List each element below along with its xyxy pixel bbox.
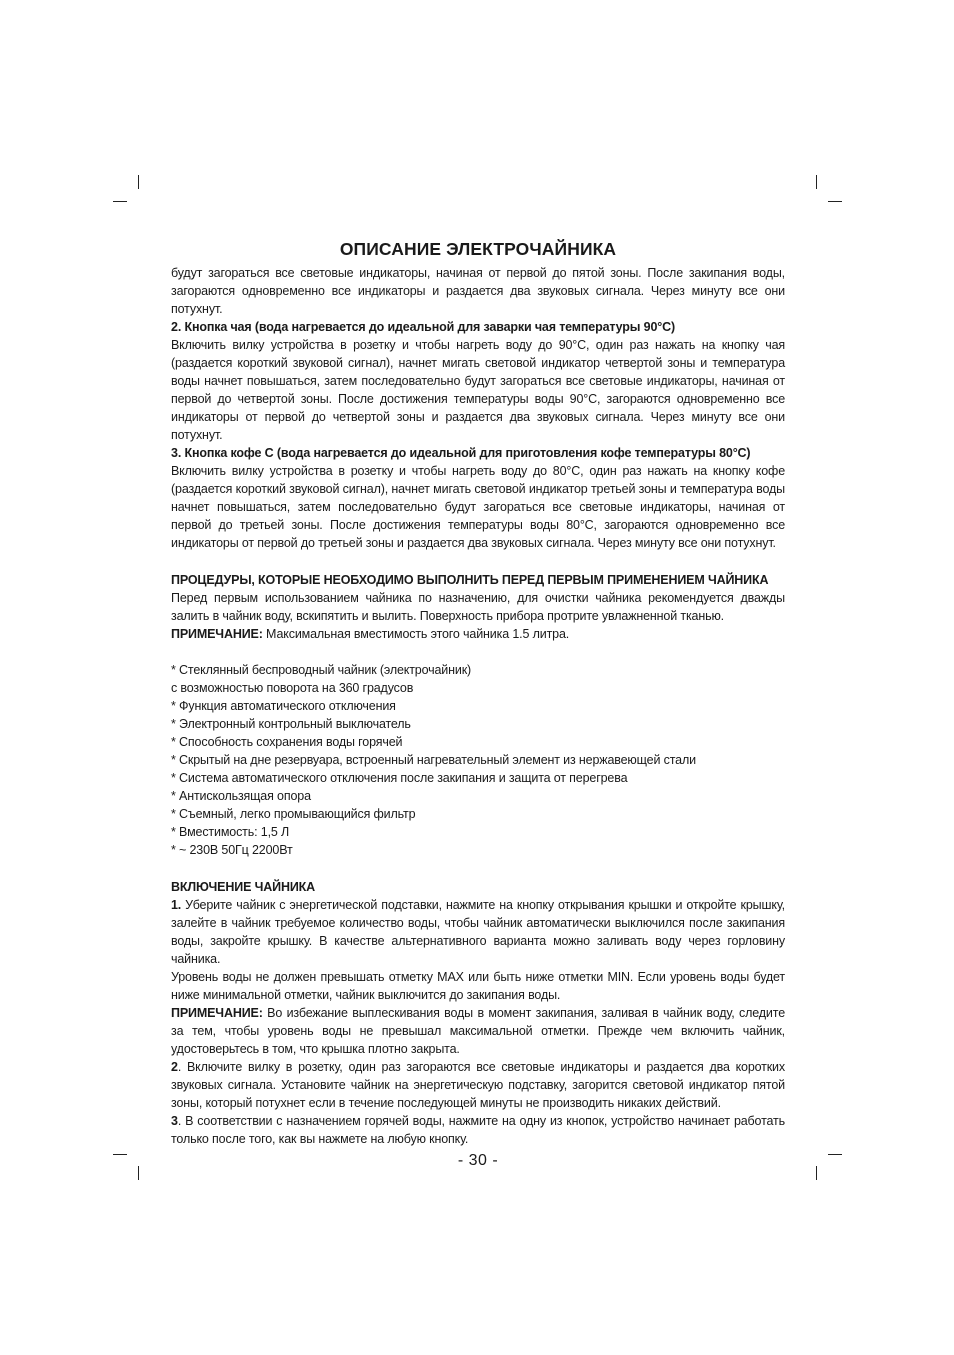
page-title: ОПИСАНИЕ ЭЛЕКТРОЧАЙНИКА [339,239,617,259]
coffee-button-heading [171,444,785,462]
crop-mark [816,175,817,189]
crop-mark [138,175,139,189]
feature-item: * Система автоматического отключения после закипания и защита от перегрева [171,771,628,785]
procedures-paragraph: Перед первым использованием чайника по назначению, для очистки чайника рекомендуется дважды залить в чайник воду, вскипятить и вылить. Поверхность прибора протрите увлажненной тканью. [171,591,785,623]
step-2-number: 2 [171,1060,178,1074]
switch-on-step-1 [171,896,785,968]
intro-paragraph: будут загораться все световые индикаторы, начиная от первой до пятой зоны. После закипания воды, загораются одновременно все индикаторы и раздается два звуковых сигнала. Через минуту все они потухнут. [171,266,785,316]
switch-on-note-text: Во избежание выплескивания воды в момент закипания, заливая в чайник воду, следите за тем, чтобы уровень воды не превышал максимальной отметки. Прежде чем включить чайник, удостоверьтесь в том, что крышка плотно закрыта. [171,1006,785,1056]
water-level-paragraph: Уровень воды не должен превышать отметку MAX или быть ниже отметки MIN. Если уровень воды будет ниже минимальной отметки, чайник выключится до закипания воды. [171,970,785,1002]
crop-mark [113,1154,127,1155]
feature-list [171,661,785,859]
switch-on-step-3 [171,1112,785,1148]
switch-on-heading: ВКЛЮЧЕНИЕ ЧАЙНИКА [171,880,316,894]
crop-mark [828,201,842,202]
crop-mark [113,201,127,202]
tea-button-paragraph: Включить вилку устройства в розетку и чтобы нагреть воду до 90°С, один раз нажать на кнопку чая (раздается короткий звуковой сигнал), начнет мигать световой индикатор четвертой зоны и температура воды начнет повышаться, затем последовательно будут загораться все световые индикаторы, начиная от первой до четвертой зоны. После достижения температуры воды 90°С, загораются одновременно все индикаторы от первой до четвертой зоны и раздается два звуковых сигнала. Через минуту все они потухнут. [171,338,785,442]
feature-item: * Скрытый на дне резервуара, встроенный нагревательный элемент из нержавеющей стали [171,753,696,767]
coffee-heading-text: . Кнопка кофе С (вода нагревается до идеальной для приготовления кофе температуры 80°С) [177,446,751,460]
switch-on-note-label: ПРИМЕЧАНИЕ: [171,1006,263,1020]
feature-item: * Электронный контрольный выключатель [171,717,411,731]
step-1-text: Уберите чайник с энергетической подставки, нажмите на кнопку открывания крышки и откройте крышку, залейте в чайник требуемое количество воды, чтобы чайник автоматически выключился после закипания воды, закройте крышку. В качестве альтернативного варианта можно заливать воду через горловину чайника. [171,898,785,966]
feature-item: * Антискользящая опора [171,789,311,803]
tea-heading-text: . Кнопка чая (вода нагревается до идеальной для заварки чая температуры 90°С) [177,320,675,334]
feature-item: * Способность сохранения воды горячей [171,735,403,749]
coffee-number: 3 [171,446,178,460]
procedures-note-label: ПРИМЕЧАНИЕ: [171,627,263,641]
page-number: - 30 - [457,1152,499,1169]
feature-item: * Функция автоматического отключения [171,699,396,713]
feature-item: с возможностью поворота на 360 градусов [171,681,414,695]
feature-item: * Вместимость: 1,5 Л [171,825,290,839]
crop-mark [816,1166,817,1180]
procedures-note [171,625,785,643]
step-2-text: . Включите вилку в розетку, один раз загораются все световые индикаторы и раздается два коротких звуковых сигнала. Установите чайник на энергетическую подставку, загорится световой индикатор пятой зоны, который потухнет если в течение последующей минуты не производить никаких действий. [171,1060,785,1110]
feature-item: * Стеклянный беспроводный чайник (электрочайник) [171,663,472,677]
step-3-text: . В соответствии с назначением горячей воды, нажмите на одну из кнопок, устройство начинает работать только после того, как вы нажмете на любую кнопку. [171,1114,785,1146]
tea-button-heading [171,318,785,336]
crop-mark [828,1154,842,1155]
step-3-number: 3 [171,1114,178,1128]
page-content [171,236,785,1172]
procedures-heading: ПРОЦЕДУРЫ, КОТОРЫЕ НЕОБХОДИМО ВЫПОЛНИТЬ ПЕРЕД ПЕРВЫМ ПРИМЕНЕНИЕМ ЧАЙНИКА [171,573,769,587]
feature-item: * Съемный, легко промывающийся фильтр [171,807,416,821]
step-1-number: 1. [171,898,182,912]
tea-number: 2 [171,320,178,334]
procedures-note-text: Максимальная вместимость этого чайника 1.5 литра. [262,627,570,641]
switch-on-note [171,1004,785,1058]
switch-on-step-2 [171,1058,785,1112]
feature-item: * ~ 230В 50Гц 2200Вт [171,843,293,857]
crop-mark [138,1166,139,1180]
coffee-button-paragraph: Включить вилку устройства в розетку и чтобы нагреть воду до 80°С, один раз нажать на кнопку кофе (раздается короткий звуковой сигнал), начнет мигать световой индикатор третьей зоны и температура воды начнет повышаться, затем последовательно будут загораться все световые индикаторы, начиная от первой до третьей зоны. После достижения температуры воды 80°С, загораются одновременно все индикаторы от первой до третьей зоны и раздается два звуковых сигнала. Через минуту все они потухнут. [171,464,785,550]
